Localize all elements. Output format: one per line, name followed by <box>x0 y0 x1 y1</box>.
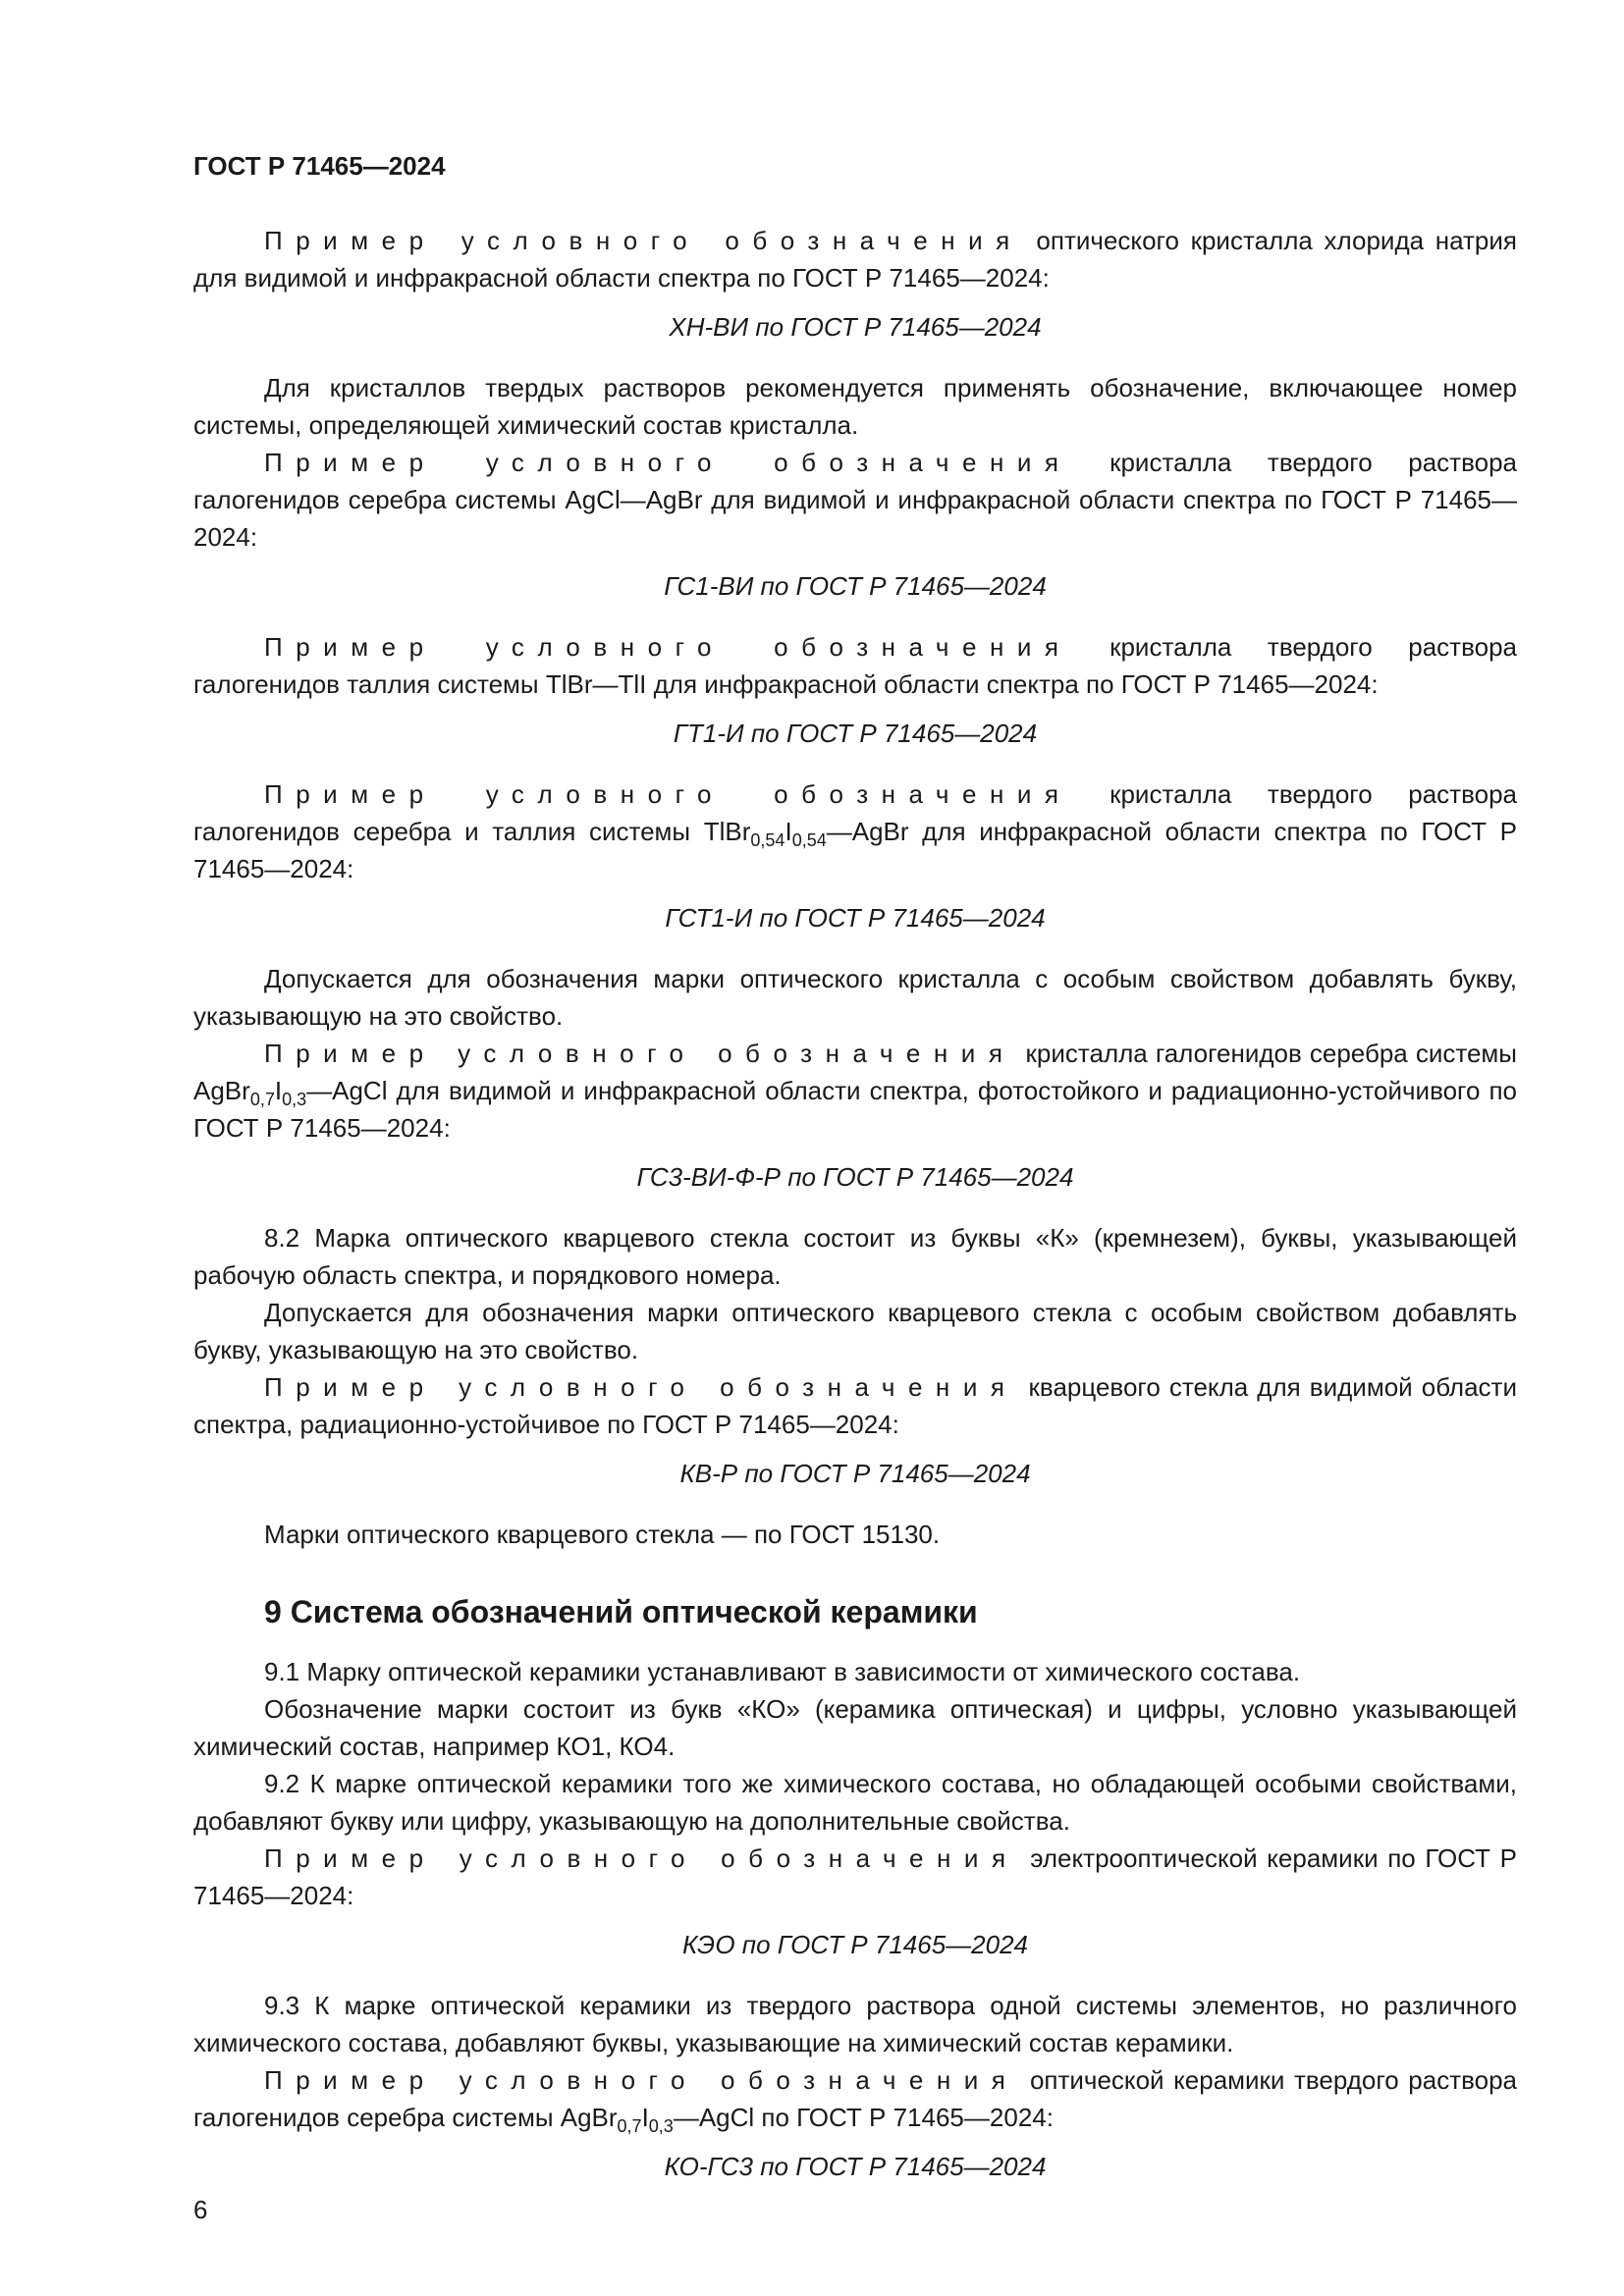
paragraph-9-2: 9.2 К марке оптической керамики того же химического состава, но обладающей особыми свойствами, добавляют букву или цифру, указывающую на дополнительные свойства. <box>193 1769 1517 1836</box>
example-designation-4: ГСТ1-И по ГОСТ Р 71465—2024 <box>665 903 1046 933</box>
example-paragraph-3: Пример условного обозначения кристалла твердого раствора галогенидов таллия системы TlBr—TlI для инфракрасной области спектра по ГОСТ Р 71465—2024: <box>193 632 1517 699</box>
section-heading-9: 9 Система обозначений оптической керамики <box>264 1594 978 1629</box>
spaced-example-label: Пример условного обозначения <box>264 779 1072 809</box>
paragraph-9-3: 9.3 К марке оптической керамики из твердого раствора одной системы элементов, но различного химического состава, добавляют буквы, указывающие на химический состав керамики. <box>193 1991 1517 2057</box>
paragraph-9-1: 9.1 Марку оптической керамики устанавливают в зависимости от химического состава. <box>264 1657 1301 1686</box>
example-designation-1: ХН-ВИ по ГОСТ Р 71465—2024 <box>669 312 1042 342</box>
example-paragraph-2: Пример условного обозначения кристалла твердого раствора галогенидов серебра системы AgCl—AgBr для видимой и инфракрасной области спектра по ГОСТ Р 71465—2024: <box>193 448 1517 552</box>
example-paragraph-8: Пример условного обозначения оптической керамики твердого раствора галогенидов серебра системы $AgBr_{0,7}I_{0,3}—AgCl$ по ГОСТ Р 71465—2024: <box>193 2065 1517 2136</box>
example-designation-3: ГТ1-И по ГОСТ Р 71465—2024 <box>673 719 1038 748</box>
example-designation-7: КЭО по ГОСТ Р 71465—2024 <box>681 1930 1029 1959</box>
document-id-header: ГОСТ Р 71465—2024 <box>193 151 446 181</box>
page-body <box>193 222 1517 2197</box>
spaced-example-label: Пример условного обозначения <box>264 1843 1019 1873</box>
spaced-example-label: Пример условного обозначения <box>264 1372 1018 1402</box>
spaced-example-label: Пример условного обозначения <box>264 2065 1019 2095</box>
spaced-example-label: Пример условного обозначения <box>264 226 1023 255</box>
example-designation-8: КО-ГС3 по ГОСТ Р 71465—2024 <box>664 2152 1047 2181</box>
example-designation-5: ГС3-ВИ-Ф-Р по ГОСТ Р 71465—2024 <box>636 1162 1074 1192</box>
example-paragraph-5: Пример условного обозначения кристалла галогенидов серебра системы $AgBr_{0,7}I_{0,3}—AgCl$ для видимой и инфракрасной области спектра, фотостойкого и радиационно-устойчивого по ГОСТ Р 71465—2024: <box>193 1039 1517 1143</box>
example-paragraph-4: Пример условного обозначения кристалла твердого раствора галогенидов серебра и таллия системы $TlBr_{0,54}I_{0,54}—AgBr$ для инфракрасной области спектра по ГОСТ Р 71465—2024: <box>193 779 1517 883</box>
page-number: 6 <box>193 2195 208 2224</box>
paragraph-quartz-special: Допускается для обозначения марки оптического кварцевого стекла с особым свойством добавлять букву, указывающую на это свойство. <box>193 1298 1517 1364</box>
paragraph-ceramic-designation: Обозначение марки состоит из букв «КО» (керамика оптическая) и цифры, условно указывающей химический состав, например КО1, КО4. <box>193 1694 1517 1761</box>
example-paragraph-6: Пример условного обозначения кварцевого стекла для видимой области спектра, радиационно-устойчивое по ГОСТ Р 71465—2024: <box>193 1372 1517 1439</box>
spaced-example-label: Пример условного обозначения <box>264 632 1072 662</box>
paragraph-8-2: 8.2 Марка оптического кварцевого стекла состоит из буквы «К» (кремнезем), буквы, указывающей рабочую область спектра, и порядкового номера. <box>193 1223 1517 1290</box>
paragraph-quartz-grades: Марки оптического кварцевого стекла — по ГОСТ 15130. <box>264 1520 941 1549</box>
example-designation-2: ГС1-ВИ по ГОСТ Р 71465—2024 <box>664 571 1047 601</box>
example-paragraph-7: Пример условного обозначения электрооптической керамики по ГОСТ Р 71465—2024: <box>193 1843 1517 1910</box>
paragraph-solid-solutions: Для кристаллов твердых растворов рекомендуется применять обозначение, включающее номер системы, определяющей химический состав кристалла. <box>193 373 1517 440</box>
spaced-example-label: Пример условного обозначения <box>264 448 1072 477</box>
spaced-example-label: Пример условного обозначения <box>264 1039 1016 1068</box>
example-designation-6: КВ-Р по ГОСТ Р 71465—2024 <box>679 1459 1031 1488</box>
paragraph-special-property: Допускается для обозначения марки оптического кристалла с особым свойством добавлять букву, указывающую на это свойство. <box>193 964 1517 1031</box>
example-paragraph-1: Пример условного обозначения оптического кристалла хлорида натрия для видимой и инфракрасной области спектра по ГОСТ Р 71465—2024: <box>193 226 1517 293</box>
